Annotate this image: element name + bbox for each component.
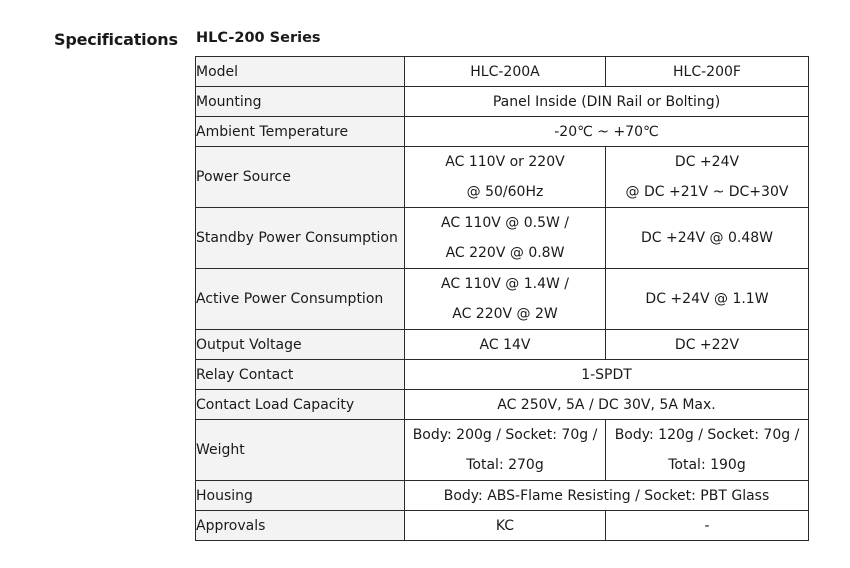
spec-label: Active Power Consumption [196,269,405,330]
spec-value-line: AC 250V, 5A / DC 30V, 5A Max. [497,396,716,413]
spec-value-line: KC [495,517,515,534]
spec-label: Output Voltage [196,330,405,360]
spec-row [196,147,809,208]
spec-value-hlc-200f [606,420,809,481]
spec-row [196,57,809,87]
spec-row [196,420,809,481]
spec-value-line: Body: 200g / Socket: 70g / [412,427,598,443]
spec-table [195,56,809,541]
spec-value-hlc-200f [606,57,809,87]
spec-value-hlc-200a [405,147,606,208]
spec-value-shared [405,117,809,147]
spec-value-line: Body: 120g / Socket: 70g / [614,427,800,443]
spec-table-body [196,57,809,541]
spec-label: Contact Load Capacity [196,390,405,420]
spec-value-line: AC 110V @ 1.4W / [440,276,570,292]
spec-value-hlc-200a [405,330,606,360]
spec-row [196,481,809,511]
spec-label: Approvals [196,511,405,541]
spec-value-hlc-200f [606,208,809,269]
spec-value-line: AC 110V or 220V [445,154,565,170]
spec-value-line: HLC-200F [673,63,741,80]
spec-row [196,511,809,541]
spec-row [196,117,809,147]
series-title: HLC-200 Series [196,30,321,46]
spec-value-shared [405,87,809,117]
spec-row [196,330,809,360]
spec-value-shared [405,481,809,511]
spec-label: Housing [196,481,405,511]
spec-row [196,87,809,117]
spec-value-line: @ 50/60Hz [466,184,544,200]
spec-label: Standby Power Consumption [196,208,405,269]
spec-row [196,208,809,269]
spec-value-line: @ DC +21V ~ DC+30V [625,184,789,200]
spec-value-shared [405,390,809,420]
spec-value-line: - [704,517,710,534]
spec-value-line: DC +22V [674,336,740,353]
spec-value-line: Body: ABS-Flame Resisting / Socket: PBT Glass [443,487,770,504]
section-title: Specifications [54,30,178,49]
spec-value-line: -20℃ ~ +70℃ [554,123,659,140]
spec-value-hlc-200a [405,420,606,481]
spec-value-hlc-200f [606,269,809,330]
spec-row [196,269,809,330]
spec-row [196,360,809,390]
spec-label: Model [196,57,405,87]
spec-label: Relay Contact [196,360,405,390]
spec-value-line: DC +24V @ 1.1W [645,291,769,307]
spec-value-line: 1-SPDT [581,366,632,383]
spec-label: Ambient Temperature [196,117,405,147]
spec-value-shared [405,360,809,390]
spec-row [196,390,809,420]
spec-label: Power Source [196,147,405,208]
spec-value-line: Total: 270g [466,457,544,473]
spec-label: Weight [196,420,405,481]
spec-value-line: Panel Inside (DIN Rail or Bolting) [492,93,721,110]
spec-value-line: AC 14V [479,336,531,353]
spec-value-line: DC +24V [674,154,740,170]
spec-value-hlc-200f [606,330,809,360]
spec-value-line: Total: 190g [668,457,746,473]
spec-value-line: DC +24V @ 0.48W [640,230,774,246]
spec-value-hlc-200a [405,57,606,87]
spec-value-hlc-200f [606,147,809,208]
spec-label: Mounting [196,87,405,117]
spec-value-line: HLC-200A [470,63,540,80]
spec-value-hlc-200a [405,511,606,541]
spec-value-line: AC 220V @ 2W [452,306,558,322]
spec-value-hlc-200f [606,511,809,541]
spec-value-line: AC 110V @ 0.5W / [440,215,570,231]
spec-value-hlc-200a [405,269,606,330]
spec-value-line: AC 220V @ 0.8W [445,245,565,261]
spec-value-hlc-200a [405,208,606,269]
